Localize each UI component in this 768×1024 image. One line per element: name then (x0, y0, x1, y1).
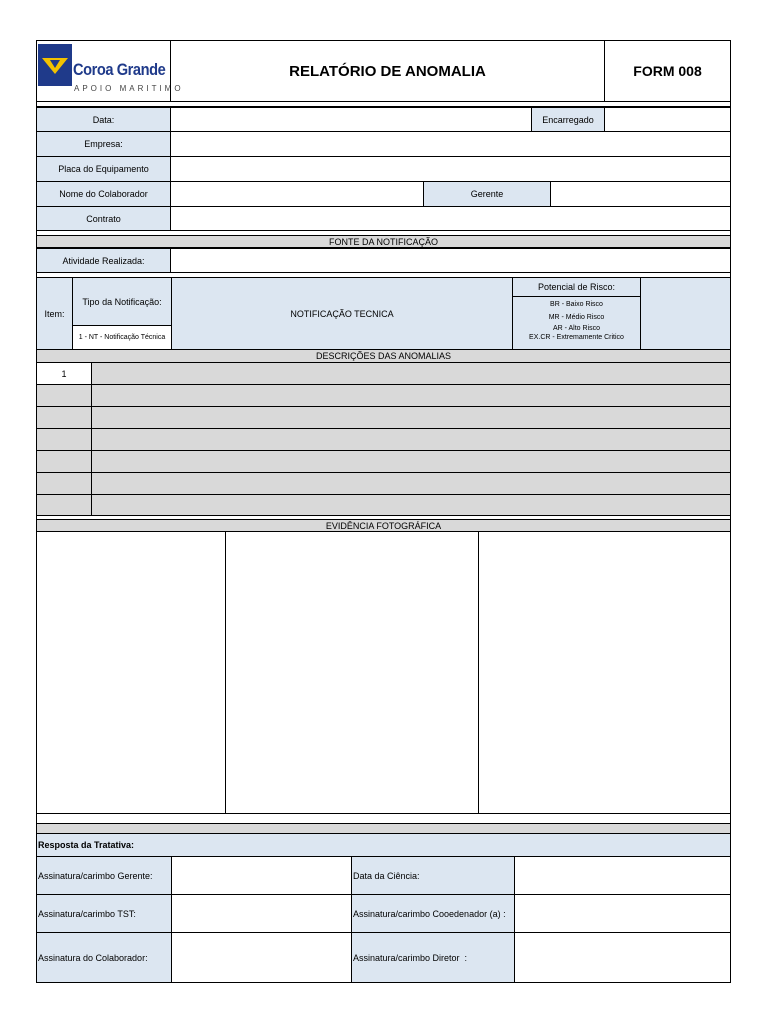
anomalias-section-title: DESCRIÇÕES DAS ANOMALIAS (36, 349, 731, 363)
anomalia-row-description[interactable] (91, 362, 731, 385)
contrato-label: Contrato (36, 206, 171, 231)
data-label: Data: (36, 107, 171, 132)
placa-field[interactable] (170, 156, 731, 182)
anomalias-table (36, 362, 731, 516)
form-code: FORM 008 (633, 63, 702, 79)
anomalia-row-description[interactable] (91, 494, 731, 516)
data-ciencia-field[interactable] (514, 856, 731, 895)
risco-level-br: BR - Baixo Risco (550, 301, 603, 308)
assinatura-gerente-label: Assinatura/carimbo Gerente: (36, 856, 172, 895)
potencial-risco-label: Potencial de Risco: (512, 277, 641, 297)
encarregado-label: Encarregado (531, 107, 605, 132)
logo-emblem-icon (38, 44, 72, 86)
data-field[interactable] (170, 107, 532, 132)
anomalia-row-number (36, 494, 92, 516)
photo-box-3[interactable] (478, 531, 731, 814)
anomalia-row-description[interactable] (91, 450, 731, 473)
notificacao-tecnica-text: NOTIFICAÇÃO TECNICA (171, 277, 513, 350)
tipo-notificacao-value[interactable]: 1 - NT - Notificação Técnica (72, 325, 172, 350)
risco-level-ar: AR - Alto Risco (552, 325, 601, 332)
anomalia-row-number (36, 450, 92, 473)
logo-tagline: APOIO MARITIMO (74, 84, 184, 93)
anomalia-row-description[interactable] (91, 428, 731, 451)
photo-box-2[interactable] (225, 531, 479, 814)
data-ciencia-label: Data da Ciência: (351, 856, 515, 895)
resposta-title: Resposta da Tratativa: (36, 833, 731, 857)
contrato-field[interactable] (170, 206, 731, 231)
anomalia-row-number: 1 (36, 362, 92, 385)
risco-level-excr: EX.CR - Extremamente Critico (529, 334, 624, 341)
assinatura-tst-label: Assinatura/carimbo TST: (36, 894, 172, 933)
anomalia-row-description[interactable] (91, 384, 731, 407)
anomalia-row-description[interactable] (91, 472, 731, 495)
anomalia-row-number (36, 384, 92, 407)
logo-name: Coroa Grande (73, 60, 166, 79)
placa-label: Placa do Equipamento (36, 156, 171, 182)
anomalia-row-number (36, 428, 92, 451)
empresa-label: Empresa: (36, 131, 171, 157)
atividade-field[interactable] (170, 248, 731, 273)
atividade-label: Atividade Realizada: (36, 248, 171, 273)
anomalia-row-description[interactable] (91, 406, 731, 429)
tipo-notificacao-label: Tipo da Notificação: (72, 277, 172, 326)
assinatura-diretor-label: Assinatura/carimbo Diretor : (351, 932, 515, 983)
risco-levels-list (512, 296, 641, 350)
assinatura-colaborador-label: Assinatura do Colaborador: (36, 932, 172, 983)
anomalia-row-number (36, 472, 92, 495)
empresa-field[interactable] (170, 131, 731, 157)
nome-colaborador-field[interactable] (170, 181, 424, 207)
gerente-label: Gerente (423, 181, 551, 207)
evidencia-section-title: EVIDÊNCIA FOTOGRÁFICA (36, 519, 731, 532)
assinatura-coordenador-label: Assinatura/carimbo Cooedenador (a) : (351, 894, 515, 933)
item-label: Item: (36, 277, 73, 350)
encarregado-field[interactable] (604, 107, 731, 132)
risco-level-mr: MR - Médio Risco (548, 314, 605, 321)
anomalia-row-number (36, 406, 92, 429)
logo (38, 42, 184, 98)
assinatura-coordenador-field[interactable] (514, 894, 731, 933)
form-title: RELATÓRIO DE ANOMALIA (289, 62, 486, 80)
nome-colaborador-label: Nome do Colaborador (36, 181, 171, 207)
gerente-field[interactable] (550, 181, 731, 207)
assinatura-tst-field[interactable] (171, 894, 352, 933)
assinatura-diretor-field[interactable] (514, 932, 731, 983)
assinatura-colaborador-field[interactable] (171, 932, 352, 983)
assinatura-gerente-field[interactable] (171, 856, 352, 895)
photo-box-1[interactable] (36, 531, 226, 814)
fonte-section-title: FONTE DA NOTIFICAÇÃO (36, 235, 731, 248)
risco-selection-field[interactable] (640, 277, 731, 350)
